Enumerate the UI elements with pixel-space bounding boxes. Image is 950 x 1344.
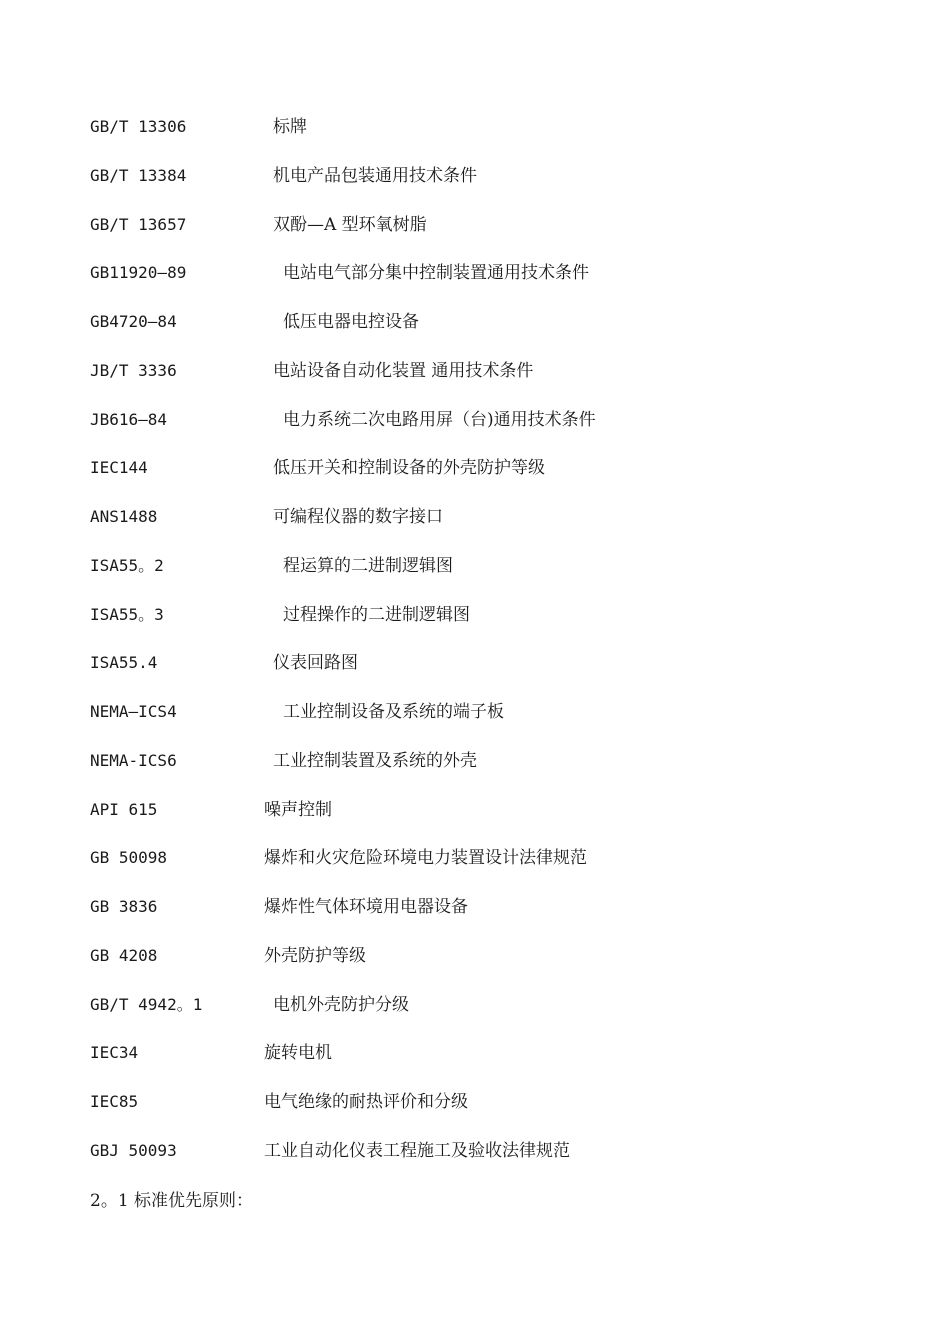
standard-title: 旋转电机: [264, 1043, 332, 1063]
standard-title: 电气绝缘的耐热评价和分级: [264, 1092, 468, 1112]
standard-title: 程运算的二进制逻辑图: [283, 556, 453, 576]
standard-code: ISA55。2: [90, 556, 164, 575]
standard-code: NEMA-ICS6: [90, 751, 177, 770]
standard-title: 工业控制设备及系统的端子板: [283, 702, 504, 722]
standard-code: GB/T 4942。1: [90, 995, 203, 1014]
standard-title: 可编程仪器的数字接口: [273, 507, 443, 527]
standard-code: JB616—84: [90, 410, 168, 429]
standard-code: ISA55.4: [90, 653, 158, 672]
standard-title: 机电产品包装通用技术条件: [273, 166, 477, 186]
standard-code: API 615: [90, 800, 158, 819]
standard-title: 标牌: [273, 117, 307, 137]
standard-title: 双酚—A 型环氧树脂: [273, 215, 427, 235]
standard-title: 仪表回路图: [273, 653, 358, 673]
standard-title: 爆炸性气体环境用电器设备: [264, 897, 468, 917]
standard-code: NEMA—ICS4: [90, 702, 177, 721]
standard-title: 低压电器电控设备: [283, 312, 419, 332]
standard-title: 电力系统二次电路用屏（台)通用技术条件: [283, 410, 596, 430]
standard-title: 外壳防护等级: [264, 946, 366, 966]
standard-code: GB/T 13306: [90, 117, 187, 136]
standard-code: GB 4208: [90, 946, 158, 965]
standard-title: 低压开关和控制设备的外壳防护等级: [273, 458, 545, 478]
standard-code: IEC85: [90, 1092, 139, 1111]
standard-title: 过程操作的二进制逻辑图: [283, 605, 470, 625]
standard-title: 电机外壳防护分级: [273, 995, 409, 1015]
standard-title: 电站电气部分集中控制装置通用技术条件: [283, 263, 589, 283]
standard-code: JB/T 3336: [90, 361, 177, 380]
standard-code: GB11920—89: [90, 263, 187, 282]
standard-title: 噪声控制: [264, 800, 332, 820]
standard-code: GB/T 13657: [90, 215, 187, 234]
standard-code: GBJ 50093: [90, 1141, 177, 1160]
standard-code: GB4720—84: [90, 312, 177, 331]
standard-code: IEC144: [90, 458, 148, 477]
standard-code: IEC34: [90, 1043, 139, 1062]
standard-code: ANS1488: [90, 507, 158, 526]
standard-title: 爆炸和火灾危险环境电力装置设计法律规范: [264, 848, 587, 868]
standard-title: 工业控制装置及系统的外壳: [273, 751, 477, 771]
standard-code: GB/T 13384: [90, 166, 187, 185]
standard-code: GB 3836: [90, 897, 158, 916]
standard-code: ISA55。3: [90, 605, 164, 624]
standard-code: GB 50098: [90, 848, 168, 867]
section-heading: 2。1 标准优先原则：: [90, 1191, 254, 1211]
standard-title: 电站设备自动化装置 通用技术条件: [273, 361, 534, 381]
standard-title: 工业自动化仪表工程施工及验收法律规范: [264, 1141, 570, 1161]
